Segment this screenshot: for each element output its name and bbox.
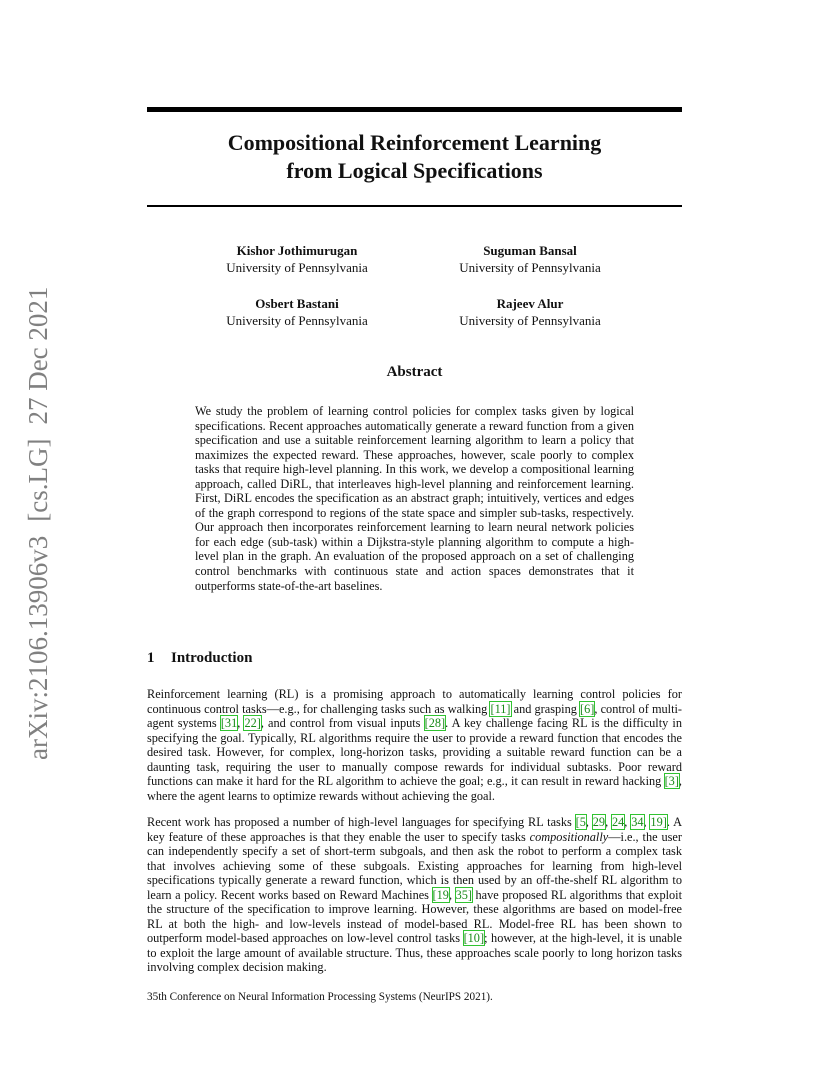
text-span: , xyxy=(624,815,632,829)
author-affiliation: University of Pennsylvania xyxy=(226,260,368,275)
author-affiliation: University of Pennsylvania xyxy=(226,313,368,328)
author-affiliation: University of Pennsylvania xyxy=(459,313,601,328)
emphasis-text: compositionally xyxy=(529,829,609,844)
intro-paragraph-1 xyxy=(147,687,682,803)
author-name: Kishor Jothimurugan xyxy=(236,243,358,258)
author-name: Osbert Bastani xyxy=(255,296,339,311)
citation-link[interactable]: [19 xyxy=(432,887,449,902)
citation-link[interactable]: [10] xyxy=(463,931,485,946)
arxiv-identifier-sidebar xyxy=(22,20,54,760)
arxiv-id: arXiv:2106.13906v3 xyxy=(23,535,53,760)
text-span: , xyxy=(605,815,612,829)
citation-link[interactable]: 24 xyxy=(611,815,625,829)
intro-paragraph-2 xyxy=(147,815,682,975)
title-line-2: from Logical Specifications xyxy=(286,158,543,183)
text-span: , and control from visual inputs xyxy=(260,716,425,731)
text-span: . A key challenge facing RL is the difficulty in specifying the goal. Typically, RL algorithms require the user to provide a reward function that encodes the desired task. However, for complex, long-horizon tasks, providing a suitable reward function can be a daunting task, requiring the user to manually compose rewards for individual subtasks. Poor reward functions can make it hard for the RL algorithm to achieve the goal; e.g., it can result in reward hacking xyxy=(147,716,682,789)
title-line-1: Compositional Reinforcement Learning xyxy=(227,130,602,155)
abstract-text: We study the problem of learning control policies for complex tasks given by logical specifications. Recent approaches automatically generate a reward function from a given specification and use a suitable reinforcement learning algorithm to learn a policy that maximizes the expected reward. These approaches, however, scale poorly to complex tasks that require high-level planning. In this work, we develop a compositional learning approach, called DiRL, that interleaves high-level planning and reinforcement learning. First, DiRL encodes the specification as an abstract graph; intuitively, vertices and edges of the graph correspond to regions of the state space and simpler sub-tasks, respectively. Our approach then incorporates reinforcement learning to learn neural network policies for each edge (sub-task) within a Dijkstra-style planning algorithm to compute a high-level plan in the graph. An evaluation of the proposed approach on a set of challenging control benchmarks with continuous state and action spaces demonstrates that it outperforms state-of-the-art baselines. xyxy=(195,404,634,593)
citation-link[interactable]: 29 xyxy=(592,815,606,829)
text-span: have proposed RL algorithms that exploit the structure of the specification to improve learning. However, these algorithms are based on model-free RL at both the high- and low-levels instead of model-based RL. Model-free RL has been shown to outperform model-based approaches on low-level control tasks xyxy=(147,887,682,946)
author-block xyxy=(405,295,655,329)
citation-link[interactable]: [6] xyxy=(580,701,595,716)
arxiv-date: 27 Dec 2021 xyxy=(23,286,53,425)
text-span: , xyxy=(448,887,456,902)
text-span: , where the agent learns to optimize rewards without achieving the goal. xyxy=(147,774,682,803)
citation-link[interactable]: 35] xyxy=(455,887,472,902)
text-span: , xyxy=(643,815,651,829)
conference-footnote: 35th Conference on Neural Information Processing Systems (NeurIPS 2021). xyxy=(147,991,493,1003)
text-span: —i.e., the user can independently specify a set of short-term subgoals, and then ask the robot to perform a complex task that involves achieving some of these subgoals. Existing approaches for learning from high-level specifications typically generate a reward function, which is then used by an off-the-shelf RL algorithm to learn a policy. Recent works based on Reward Machines xyxy=(147,829,682,902)
citation-link[interactable]: 19] xyxy=(650,815,667,829)
section-heading xyxy=(147,650,682,667)
section-title: Introduction xyxy=(171,650,253,666)
citation-link[interactable]: [5 xyxy=(575,815,586,829)
author-name: Suguman Bansal xyxy=(483,243,577,258)
citation-link[interactable]: [3] xyxy=(664,774,679,789)
abstract-heading: Abstract xyxy=(386,364,443,380)
text-span: . A key feature of these approaches is that they enable the user to specify tasks xyxy=(147,815,682,844)
citation-link[interactable]: 22] xyxy=(244,716,261,731)
citation-link[interactable]: [11] xyxy=(490,701,511,716)
title-bottom-rule xyxy=(147,205,682,207)
text-span: , control of multi-agent systems xyxy=(147,701,682,731)
citation-link[interactable]: 34 xyxy=(631,815,644,829)
text-span: and grasping xyxy=(510,701,581,716)
text-span: , xyxy=(237,716,245,731)
author-name: Rajeev Alur xyxy=(496,296,564,311)
author-block xyxy=(405,242,655,276)
arxiv-category: [cs.LG] xyxy=(23,438,53,522)
title-top-rule xyxy=(147,107,682,112)
author-block xyxy=(172,242,422,276)
text-span: Reinforcement learning (RL) is a promising approach to automatically learning control policies for continuous control tasks—e.g., for challenging tasks such as walking xyxy=(147,687,682,716)
author-affiliation: University of Pennsylvania xyxy=(459,260,601,275)
text-span: , xyxy=(585,815,593,829)
section-number: 1 xyxy=(147,650,155,666)
paper-title xyxy=(147,129,682,185)
author-block xyxy=(172,295,422,329)
text-span: ; however, at the high-level, it is unable to exploit the large amount of available structure. Thus, these approaches scale poorly to long horizon tasks involving complex decision making. xyxy=(147,931,682,975)
citation-link[interactable]: [28] xyxy=(424,716,446,731)
citation-link[interactable]: [31 xyxy=(220,716,238,731)
text-span: Recent work has proposed a number of high-level languages for specifying RL tasks xyxy=(147,815,576,829)
